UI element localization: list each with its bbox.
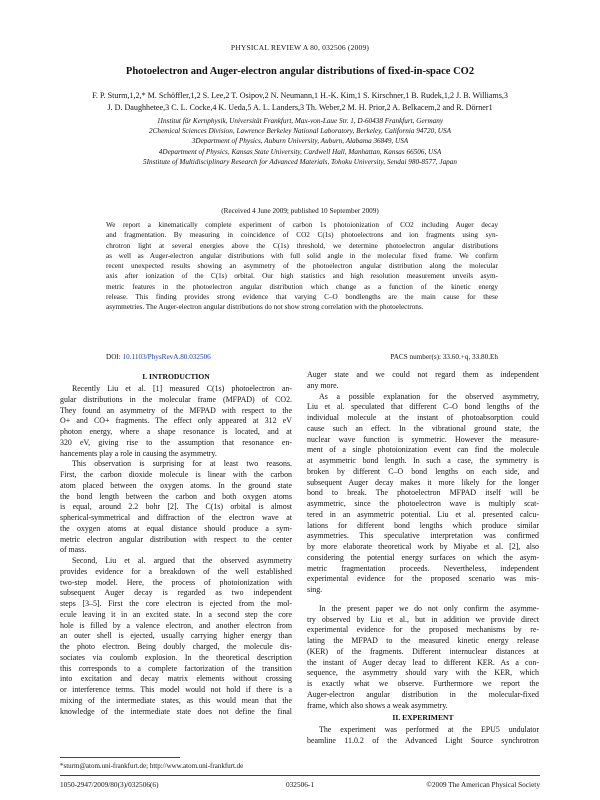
body-line: asymmetries. This speculative interpretation was confirmed [307,531,539,541]
body-line: asymmetric, since the photoelectron wave is multiply scat- [307,499,539,508]
body-line: or interference terms. This model would not hold if there is a [60,685,292,694]
body-line: They found an asymmetry of the MFPAD with respect to the [60,405,292,415]
paper-title: Photoelectron and Auger-electron angular distributions of fixed-in-space CO2 [125,66,475,77]
author-list [40,90,560,113]
body-line: an outer shell is ejected, usually carrying higher energy than [60,631,292,641]
affiliation: 5Institute of Multidisciplinary Research for Advanced Materials, Tohoku University, Sendai 980-8577, Japan [143,157,457,166]
paragraph-gap [307,596,539,604]
footer-copyright: ©2009 The American Physical Society [426,780,540,789]
body-line: try observed by Liu et al., but in addition we provide direct [307,614,539,624]
body-line: this corresponds to a complete factorization of the transition [60,663,292,673]
body-line: The experiment was performed at the EPU5 undulator [319,725,539,735]
body-line: knowledge of the intermediate state does not define the final [60,706,292,716]
body-line: mixing of the intermediate states, as this would mean that the [60,695,292,705]
body-line: is exactly what we observe. Furthermore we report the [307,679,539,688]
footer-rule [60,775,540,776]
body-line: photon energy, where a shape resonance is located, and at [60,427,292,436]
body-line: into excitation and decay matrix elements without crossing [60,674,292,684]
doi-label: DOI: [106,353,121,361]
body-line: O+ and CO+ fragments. The effect only appeared at 312 eV [60,416,292,426]
body-line: subsequent Auger decay makes it more likely for the longer [307,477,539,487]
abstract-line: metric features in the photoelectron angular distribution which change as a function of the kinetic energy [106,282,498,291]
body-line: broken by different C–O bond lengths on each side, and [307,466,539,476]
body-line: nuclear wave function is symmetric. However the measure- [307,434,539,444]
body-line: ment of a single photoionization event can find the molecule [307,445,539,455]
body-line: the oxygen atoms at equal distance should produce a sym- [60,523,292,533]
abstract [106,220,498,313]
body-line: sequence, the asymmetry should vary with the KER, which [307,668,539,678]
footnote: *sturm@atom.uni-frankfurt.de; http://www.atom.uni-frankfurt.de [60,762,244,770]
left-column [60,370,292,717]
abstract-line: asymmetries. The Auger-electron angular distributions do not show strong correlation with the photoelectrons. [106,303,424,312]
section-heading-introduction: I. INTRODUCTION [142,372,210,381]
body-line: (KER) of the fragments. Different internuclear distances at [307,646,539,656]
body-line: As a possible explanation for the observed asymmetry, [319,391,539,401]
body-line: gular distributions in the molecular frame (MFPAD) of CO2. [60,394,292,404]
body-line: by more elaborate theoretical work by Miyabe et al. [2], also [307,542,539,551]
abstract-line: release. This finding provides strong evidence that varying C–O bondlengths are the main cause for these [106,293,498,302]
body-line: experimental evidence for the proposed mechanisms by re- [307,625,539,635]
body-line: spherical-symmetrical and diffraction of the electron wave at [60,513,292,522]
received-dates: (Received 4 June 2009; published 10 September 2009) [221,207,379,215]
body-line: Auger state and we could not regard them as independent [307,370,539,379]
body-line: hancements play a role in causing the asymmetry. [60,448,217,458]
body-line: Recently Liu et al. [1] measured C(1s) photoelectron an- [72,384,292,393]
abstract-line: axis after ionization of the C(1s) orbital. Our high statistics and high resolution measurement unveils asym- [106,272,498,281]
body-line: bond to break. The photoelectron MFPAD itself will be [307,488,539,498]
affiliation: 3Department of Physics, Auburn University, Auburn, Alabama 36849, USA [191,137,409,146]
body-line: of mass. [60,545,87,555]
right-column [307,370,539,747]
body-line: the bond length between the carbon and both oxygen atoms [60,491,292,501]
body-line: experimental evidence for the proposed scenario was mis- [307,574,539,584]
body-line: the instant of Auger decay lead to different KER. As a con- [307,657,539,667]
body-line: hole is filled by a valence electron, and another electron from [60,620,292,630]
body-line: atom placed between the oxygen atoms. In the ground state [60,480,292,490]
abstract-line: chrotron light at several energies above the C(1s) threshold, we determine photoelectron angular distributions [106,241,498,250]
body-line: provides evidence for a breakdown of the well established [60,566,292,576]
pacs-numbers: PACS number(s): 33.60.+q, 33.80.Eh [390,353,498,361]
body-line: tered in an asymmetric potential. Liu et al. presented calcu- [307,509,539,519]
body-line: any more. [307,380,339,390]
body-line: two-step model. Here, the process of photoionization with [60,577,292,587]
body-line: 320 eV, giving rise to the assumption that resonance en- [60,437,292,447]
body-line: Second, Liu et al. argued that the observed asymmetry [72,556,292,565]
abstract-line: and fragmentation. By measuring in coincidence of CO2 C(1s) photoelectrons and ion fragments using syn- [106,231,498,240]
body-line: sing. [307,585,323,594]
body-line: at asymmetric bond length. In such a case, the symmetry is [307,456,539,465]
body-line: is equal, around 2.2 bohr [2]. The C(1s) orbital is almost [60,502,292,512]
body-line: the photo electron. Being doubly charged, the molecule dis- [60,642,292,651]
body-line: This observation is surprising for at least two reasons. [72,459,292,469]
body-line: considering the potential energy surfaces on which the asym- [307,552,539,562]
body-line: lations for different bond lengths which produce similar [307,520,539,530]
body-line: metric fragmentation proceeds. Nevertheless, independent [307,563,539,573]
body-line: sociates via coulomb explosion. In the theoretical description [60,652,292,662]
author-line: J. D. Daughhetee,3 C. L. Cocke,4 K. Ueda,5 A. L. Landers,3 Th. Weber,2 M. H. Prior,2 A. Belkacem,2 and R. Dörner1 [107,102,493,112]
doi-row [106,353,498,361]
abstract-line: We report a kinematically complete experiment of carbon 1s photoionization of CO2 including Auger decay [106,221,498,229]
body-line: lating the MFPAD to the measured kinetic energy release [307,636,539,645]
body-line: First, the carbon dioxide molecule is linear with the carbon [60,470,292,479]
body-line: ecule leaving it in an excited state. In a second step the core [60,609,292,619]
body-line: steps [3–5]. First the core electron is ejected from the mol- [60,599,292,608]
doi-link[interactable]: 10.1103/PhysRevA.80.032506 [122,353,211,361]
abstract-line: recent unexpected results showing an asymmetry of the photoelectron angular distribution along the molecular [106,262,498,271]
affiliation: 4Department of Physics, Kansas State University, Cardwell Hall, Manhattan, Kansas 66506, USA [158,147,442,156]
body-line: frame, which also shows a weak asymmetry. [307,700,448,710]
body-line: beamline 11.0.2 of the Advanced Light Source synchrotron [307,736,539,745]
running-head: PHYSICAL REVIEW A 80, 032506 (2009) [230,43,370,52]
body-line: individual molecule at the instant of photoabsorption could [307,413,539,422]
affiliation: 1Institut für Kernphysik, Universität Frankfurt, Max-von-Laue Str. 1, D-60438 Frankfurt, Germany [156,117,444,125]
body-line: Liu et al. speculated that different C–O bond lengths of the [307,402,539,412]
footer-journal-code: 1050-2947/2009/80(3)/032506(6) [60,780,159,789]
body-line: metric electron angular distribution with respect to the center [60,534,292,544]
section-heading-experiment: II. EXPERIMENT [392,713,454,723]
body-line: cause such an effect. In the vibrational ground state, the [307,423,539,433]
body-line: subsequent Auger decay is regarded as two independent [60,588,292,598]
author-line: F. P. Sturm,1,2,* M. Schöffler,1,2 S. Lee,2 T. Osipov,2 N. Neumann,1 H.-K. Kim,1 S. Kirschner,1 B. Rudek,1,2 J. B. Williams,3 [92,91,508,100]
footer-page-number: 032506-1 [286,780,314,789]
body-line: Auger-electron angular distribution in the molecular-fixed [307,689,539,699]
affiliations [60,116,540,167]
affiliation: 2Chemical Sciences Division, Lawrence Berkeley National Laboratory, Berkeley, California 94720, USA [149,127,451,136]
abstract-line: as well as Auger-electron angular distributions with full solid angle in the molecular fixed frame. We confirm [106,251,498,260]
body-line: In the present paper we do not only confirm the asymme- [319,603,539,613]
footnote-rule [60,757,180,758]
